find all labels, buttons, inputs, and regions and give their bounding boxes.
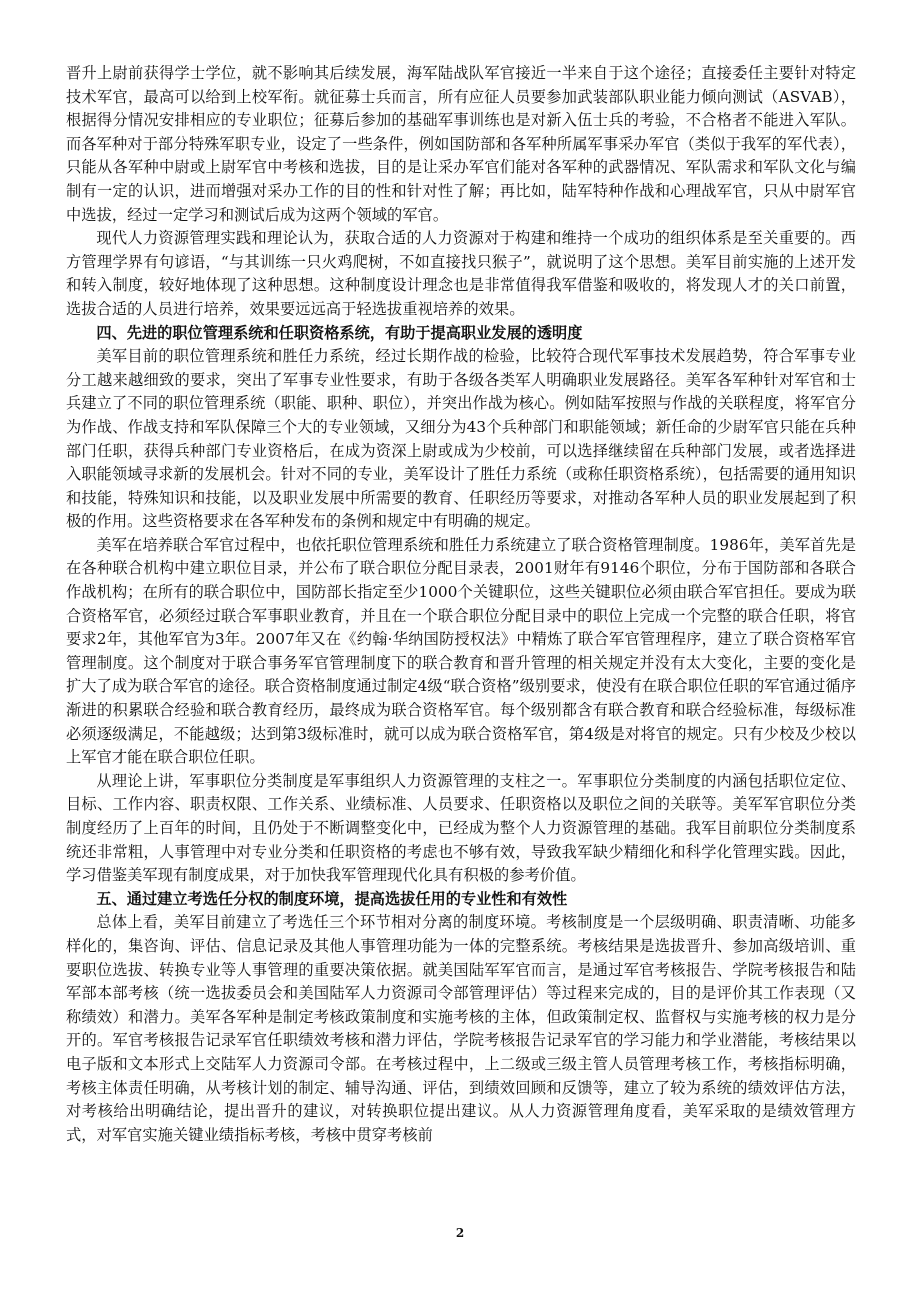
section-heading-5: 五、通过建立考选任分权的制度环境，提高选拔任用的专业性和有效性	[96, 889, 568, 908]
paragraph-position-management: 美军目前的职位管理系统和胜任力系统，经过长期作战的检验，比较符合现代军事技术发展趋势，符合军事专业分工越来越细致的要求，突出了军事专业性要求，有助于各级各类军人明确职业发展路径。美军各军种针对军官和士兵建立了不同的职位管理系统（职能、职种、职位），并突出作战为核心。例如陆军按照与作战的关联程度，将军官分为作战、作战支持和军队保障三个大的专业领域，又细分为43个兵种部门和职能领域；新任命的少尉军官只能在兵种部门任职，获得兵种部门专业资格后，在成为资深上尉或成为少校前，可以选择继续留在兵种部门发展，或者选择进入职能领域寻求新的发展机会。针对不同的专业，美军设计了胜任力系统（或称任职资格系统），包括需要的通用知识和技能，特殊知识和技能，以及职业发展中所需要的教育、任职经历等要求，对推动各军种人员的职业发展起到了积极的作用。这些资格要求在各军种发布的条例和规定中有明确的规定。	[66, 347, 856, 531]
page-number: 2	[455, 1226, 465, 1240]
paragraph-continued: 晋升上尉前获得学士学位，就不影响其后续发展，海军陆战队军官接近一半来自于这个途径；直接委任主要针对特定技术军官，最高可以给到上校军衔。就征募士兵而言，所有应征人员要参加武装部队职业能力倾向测试（ASVAB），根据得分情况安排相应的专业职位；征募后参加的基础军事训练也是对新入伍士兵的考验，不合格者不能进入军队。而各军种对于部分特殊军职专业，设定了一些条件，例如国防部和各军种所属军事采办军官（类似于我军的军代表），只能从各军种中尉或上尉军官中考核和选拔，目的是让采办军官们能对各军种的武器情况、军队需求和军队文化与编制有一定的认识，进而增强对采办工作的目的性和针对性了解；再比如，陆军特种作战和心理战军官，只从中尉军官中选拔，经过一定学习和测试后成为这两个领域的军官。	[66, 64, 856, 224]
section-heading-4: 四、先进的职位管理系统和任职资格系统，有助于提高职业发展的透明度	[96, 323, 583, 342]
paragraph-classification-theory: 从理论上讲，军事职位分类制度是军事组织人力资源管理的支柱之一。军事职位分类制度的内涵包括职位定位、目标、工作内容、职责权限、工作关系、业绩标准、人员要求、任职资格以及职位之间的关联等。美军军官职位分类制度经历了上百年的时间，且仍处于不断调整变化中，已经成为整个人力资源管理的基础。我军目前职位分类制度系统还非常粗，人事管理中对专业分类和任职资格的考虑也不够有效，导致我军缺少精细化和科学化管理实践。因此，学习借鉴美军现有制度成果，对于加快我军管理现代化具有积极的参考价值。	[66, 771, 856, 885]
document-body	[66, 62, 856, 1147]
paragraph-joint-officer: 美军在培养联合军官过程中，也依托职位管理系统和胜任力系统建立了联合资格管理制度。1986年，美军首先是在各种联合机构中建立职位目录，并公布了联合职位分配目录表，2001财年有9146个职位，分布于国防部和各联合作战机构；在所有的联合职位中，国防部长指定至少1000个关键职位，这些关键职位必须由联合军官担任。要成为联合资格军官，必须经过联合军事职业教育，并且在一个联合职位分配目录中的职位上完成一个完整的联合任职，将官要求2年，其他军官为3年。2007年又在《约翰·华纳国防授权法》中精炼了联合军官管理程序，建立了联合资格军官管理制度。这个制度对于联合事务军官管理制度下的联合教育和晋升管理的相关规定并没有太大变化，主要的变化是扩大了成为联合军官的途径。联合资格制度通过制定4级“联合资格”级别要求，使没有在联合职位任职的军官通过循序渐进的积累联合经验和联合教育经历，最终成为联合资格军官。每个级别都含有联合教育和联合经验标准，每级标准必须逐级满足，不能越级；达到第3级标准时，就可以成为联合资格军官，第4级是对将官的规定。只有少校及少校以上军官才能在联合职位任职。	[66, 535, 856, 767]
paragraph-hr-theory: 现代人力资源管理实践和理论认为，获取合适的人力资源对于构建和维持一个成功的组织体系是至关重要的。西方管理学界有句谚语，“与其训练一只火鸡爬树，不如直接找只猴子”，就说明了这个思想。美军目前实施的上述开发和转入制度，较好地体现了这种思想。这种制度设计理念也是非常值得我军借鉴和吸收的，将发现人才的关口前置，选拔合适的人员进行培养，效果要远远高于轻选拔重视培养的效果。	[66, 229, 856, 318]
paragraph-evaluation-system: 总体上看，美军目前建立了考选任三个环节相对分离的制度环境。考核制度是一个层级明确、职责清晰、功能多样化的，集咨询、评估、信息记录及其他人事管理功能为一体的完整系统。考核结果是选拔晋升、参加高级培训、重要职位选拔、转换专业等人事管理的重要决策依据。就美国陆军军官而言，是通过军官考核报告、学院考核报告和陆军部本部考核（统一选拔委员会和美国陆军人力资源司令部管理评估）等过程来完成的，目的是评价其工作表现（又称绩效）和潜力。美军各军种是制定考核政策制度和实施考核的主体，但政策制定权、监督权与实施考核的权力是分开的。军官考核报告记录军官任职绩效考核和潜力评估，学院考核报告记录军官的学习能力和学业潜能，考核结果以电子版和文本形式上交陆军人力资源司令部。在考核过程中，上二级或三级主管人员管理考核工作，考核指标明确，考核主体责任明确，从考核计划的制定、辅导沟通、评估，到绩效回顾和反馈等，建立了较为系统的绩效评估方法，对考核给出明确结论，提出晋升的建议，对转换职位提出建议。从人力资源管理角度看，美军采取的是绩效管理方式，对军官实施关键业绩指标考核，考核中贯穿考核前	[66, 913, 856, 1144]
